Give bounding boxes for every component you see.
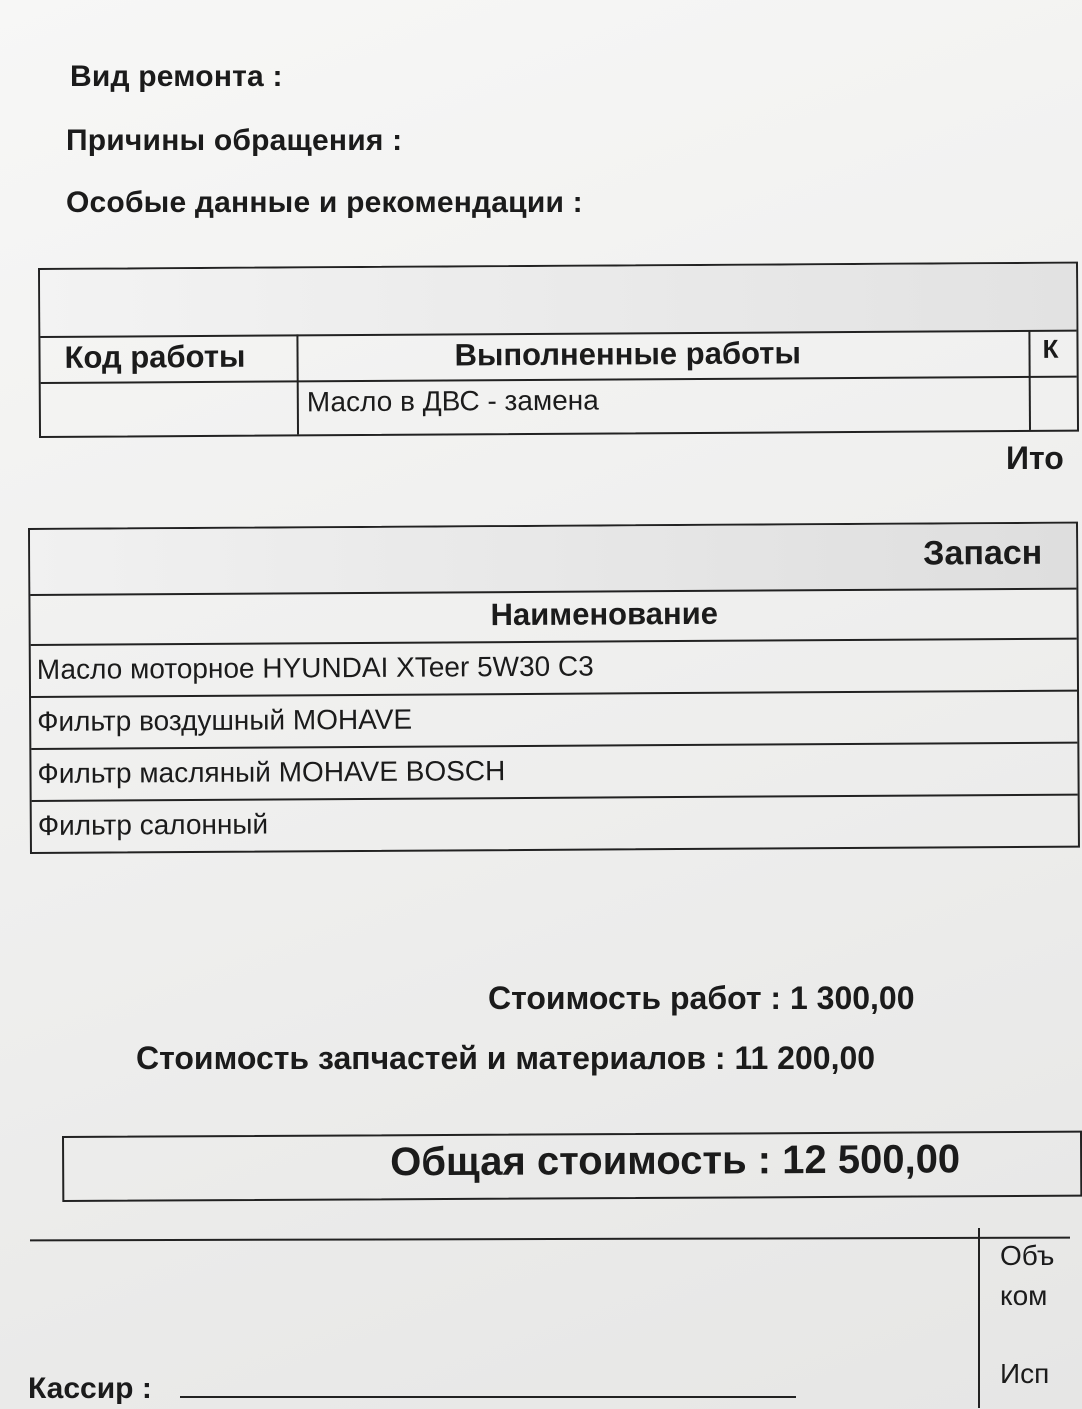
special-data-label: Особые данные и рекомендации : <box>66 186 583 219</box>
part-name: Фильтр масляный MOHAVE BOSCH <box>37 755 506 789</box>
parts-table <box>28 522 1080 854</box>
total-cost: Общая стоимость : 12 500,00 <box>390 1137 961 1185</box>
part-name: Фильтр салонный <box>37 808 269 841</box>
work-cost: Стоимость работ : 1 300,00 <box>488 980 915 1016</box>
table-row <box>31 744 1077 802</box>
col-name: Наименование <box>490 595 719 633</box>
parts-cost: Стоимость запчастей и материалов : 11 200,00 <box>136 1040 876 1076</box>
reasons-label: Причины обращения : <box>66 124 403 157</box>
table-row <box>31 692 1077 750</box>
footer-column-divider <box>978 1228 980 1408</box>
work-name-cell: Масло в ДВС - замена <box>306 384 599 418</box>
footer-side-text: Исп <box>1000 1358 1050 1389</box>
works-table <box>38 262 1079 438</box>
cashier-signature-line <box>180 1396 796 1398</box>
parts-column-header <box>30 588 1076 646</box>
works-total-label: Ито <box>1006 440 1064 476</box>
total-cost-box <box>62 1131 1082 1202</box>
parts-table-title: Запасн <box>923 533 1043 573</box>
col-works-done: Выполненные работы <box>454 335 801 373</box>
table-row <box>31 640 1077 698</box>
table-row <box>32 796 1078 854</box>
repair-type-label: Вид ремонта : <box>70 60 283 93</box>
cashier-label: Кассир : <box>28 1372 152 1405</box>
parts-table-header-band <box>30 524 1076 596</box>
footer-side-text: ком <box>1000 1280 1048 1311</box>
part-name: Фильтр воздушный MOHAVE <box>37 703 413 737</box>
part-name: Масло моторное HYUNDAI XTeer 5W30 C3 <box>36 650 594 685</box>
col-work-code: Код работы <box>64 338 246 375</box>
footer-divider <box>30 1237 1070 1242</box>
col-partial: К <box>1042 333 1059 364</box>
works-table-header-band <box>40 264 1076 338</box>
footer-side-text: Объ <box>1000 1240 1055 1271</box>
